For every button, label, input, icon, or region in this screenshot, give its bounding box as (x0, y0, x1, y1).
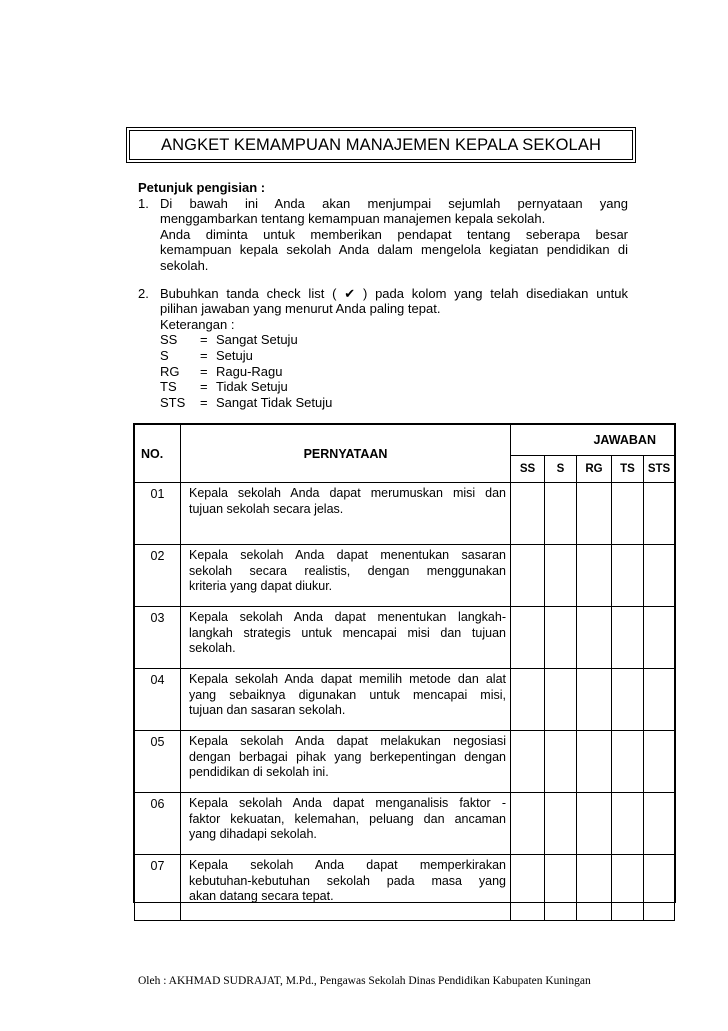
answer-cell-sts[interactable] (644, 855, 675, 921)
table-row (135, 607, 675, 669)
answer-cell-rg[interactable] (577, 669, 612, 731)
answer-cell-ts[interactable] (612, 483, 644, 545)
header-answer: JAWABAN (511, 425, 675, 456)
legend-code: TS (160, 379, 177, 395)
answer-cell-sts[interactable] (644, 545, 675, 607)
header-option-s: S (545, 456, 577, 483)
legend-row (160, 379, 628, 395)
legend-code: STS (160, 394, 186, 410)
header-no: NO. (135, 425, 181, 483)
legend-eq: = (200, 379, 208, 395)
legend-text: Sangat Tidak Setuju (216, 394, 333, 410)
legend-row (160, 332, 628, 348)
answer-cell-rg[interactable] (577, 731, 612, 793)
answer-cell-rg[interactable] (577, 607, 612, 669)
answer-cell-ss[interactable] (511, 793, 545, 855)
answer-cell-s[interactable] (545, 545, 577, 607)
answer-cell-ss[interactable] (511, 731, 545, 793)
legend-code: S (160, 347, 169, 363)
answer-cell-s[interactable] (545, 731, 577, 793)
legend-eq: = (200, 394, 208, 410)
header-option-rg: RG (577, 456, 612, 483)
row-statement (181, 545, 511, 607)
footer: Oleh : AKHMAD SUDRAJAT, M.Pd., Pengawas Sekolah Dinas Pendidikan Kabupaten Kuningan (138, 975, 591, 987)
instructions (138, 180, 628, 410)
legend-text: Setuju (216, 347, 253, 363)
instruction-line: menggambarkan tentang kemampuan manajemen kepala sekolah. (160, 211, 546, 227)
instruction-number: 1. (138, 195, 149, 211)
page-title: ANGKET KEMAMPUAN MANAJEMEN KEPALA SEKOLAH (129, 130, 633, 160)
answer-cell-ss[interactable] (511, 855, 545, 921)
statement-line: Kepala sekolah Anda dapat menganalisis faktor - (189, 796, 506, 810)
title-box (126, 127, 636, 163)
row-statement (181, 607, 511, 669)
statement-line: sekolah secara realistis, dengan menggunakan (189, 563, 506, 578)
row-number: 03 (135, 607, 181, 669)
statement-line: pendidikan di sekolah ini. (189, 765, 329, 779)
statement-line: yang sebaiknya digunakan untuk mencapai misi, (189, 687, 506, 702)
legend-eq: = (200, 332, 208, 348)
row-number: 02 (135, 545, 181, 607)
answer-cell-ts[interactable] (612, 731, 644, 793)
answer-cell-ts[interactable] (612, 669, 644, 731)
table-row (135, 793, 675, 855)
answer-cell-ss[interactable] (511, 607, 545, 669)
instruction-item-2 (138, 286, 628, 411)
statement-line: kriteria yang dapat diukur. (189, 579, 333, 593)
legend-text: Sangat Setuju (216, 332, 298, 348)
header-option-ss: SS (511, 456, 545, 483)
legend-eq: = (200, 347, 208, 363)
instruction-item-1 (138, 196, 628, 274)
table-row (135, 669, 675, 731)
row-statement (181, 669, 511, 731)
answer-cell-sts[interactable] (644, 731, 675, 793)
answer-cell-rg[interactable] (577, 855, 612, 921)
answer-cell-s[interactable] (545, 483, 577, 545)
statement-line: Kepala sekolah Anda dapat melakukan negosiasi (189, 734, 506, 748)
answer-cell-ss[interactable] (511, 669, 545, 731)
row-statement (181, 483, 511, 545)
statement-line: Kepala sekolah Anda dapat merumuskan misi dan (189, 486, 506, 500)
answer-cell-ts[interactable] (612, 545, 644, 607)
answer-cell-s[interactable] (545, 855, 577, 921)
legend-text: Ragu-Ragu (216, 363, 283, 379)
answer-cell-rg[interactable] (577, 483, 612, 545)
row-number: 04 (135, 669, 181, 731)
answer-cell-sts[interactable] (644, 793, 675, 855)
legend-heading: Keterangan : (160, 316, 235, 332)
statement-line: dengan berbagai pihak yang berkepentingan dengan (189, 749, 506, 764)
answer-cell-rg[interactable] (577, 793, 612, 855)
answer-cell-sts[interactable] (644, 669, 675, 731)
row-number: 01 (135, 483, 181, 545)
instructions-heading: Petunjuk pengisian : (138, 180, 266, 195)
statement-line: tujuan dan sasaran sekolah. (189, 703, 346, 717)
statement-line: Kepala sekolah Anda dapat menentukan sasaran (189, 548, 506, 562)
questionnaire-table (133, 423, 676, 903)
instruction-line: sekolah. (160, 257, 209, 273)
header-option-ts: TS (612, 456, 644, 483)
row-statement (181, 731, 511, 793)
statement-line: langkah strategis untuk mencapai misi dan tujuan (189, 625, 506, 640)
row-statement (181, 855, 511, 921)
statement-line: Kepala sekolah Anda dapat memilih metode dan alat (189, 672, 506, 686)
instruction-line: kemampuan kepala sekolah Anda dalam mengelola kegiatan pendidikan di (160, 242, 628, 258)
table-row (135, 483, 675, 545)
instruction-line: Di bawah ini Anda akan menjumpai sejumlah pernyataan yang (160, 195, 628, 211)
answer-cell-s[interactable] (545, 607, 577, 669)
answer-cell-s[interactable] (545, 669, 577, 731)
answer-cell-ss[interactable] (511, 545, 545, 607)
statement-line: faktor kekuatan, kelemahan, peluang dan ancaman (189, 811, 506, 826)
legend-list (160, 332, 628, 410)
legend-eq: = (200, 363, 208, 379)
legend-row (160, 395, 628, 411)
row-number: 06 (135, 793, 181, 855)
legend-code: SS (160, 332, 178, 348)
legend-text: Tidak Setuju (216, 379, 288, 395)
legend-code: RG (160, 363, 180, 379)
answer-cell-s[interactable] (545, 793, 577, 855)
table-row (135, 545, 675, 607)
header-option-sts: STS (644, 456, 675, 483)
row-number: 07 (135, 855, 181, 921)
instruction-line: Bubuhkan tanda check list ( ✔ ) pada kolom yang telah disediakan untuk (160, 285, 628, 301)
statement-line: Kepala sekolah Anda dapat menentukan langkah- (189, 610, 506, 624)
table-row (135, 731, 675, 793)
header-statement: PERNYATAAN (181, 425, 511, 483)
instruction-number: 2. (138, 285, 149, 301)
statement-line: Kepala sekolah Anda dapat memperkirakan (189, 858, 506, 872)
answer-cell-rg[interactable] (577, 545, 612, 607)
statement-line: akan datang secara tepat. (189, 889, 334, 903)
row-number: 05 (135, 731, 181, 793)
answer-cell-ts[interactable] (612, 607, 644, 669)
answer-cell-ts[interactable] (612, 793, 644, 855)
legend-row (160, 348, 628, 364)
instruction-line: pilihan jawaban yang menurut Anda paling tepat. (160, 301, 441, 317)
answer-cell-sts[interactable] (644, 607, 675, 669)
answer-cell-sts[interactable] (644, 483, 675, 545)
legend-row (160, 364, 628, 380)
statement-line: sekolah. (189, 641, 236, 655)
statement-line: yang dihadapi sekolah. (189, 827, 317, 841)
statement-line: tujuan sekolah secara jelas. (189, 501, 344, 516)
row-statement (181, 793, 511, 855)
statement-line: kebutuhan-kebutuhan sekolah pada masa yang (189, 873, 506, 888)
answer-cell-ts[interactable] (612, 855, 644, 921)
table-row (135, 855, 675, 921)
instruction-line: Anda diminta untuk memberikan pendapat tentang seberapa besar (160, 226, 628, 242)
answer-cell-ss[interactable] (511, 483, 545, 545)
